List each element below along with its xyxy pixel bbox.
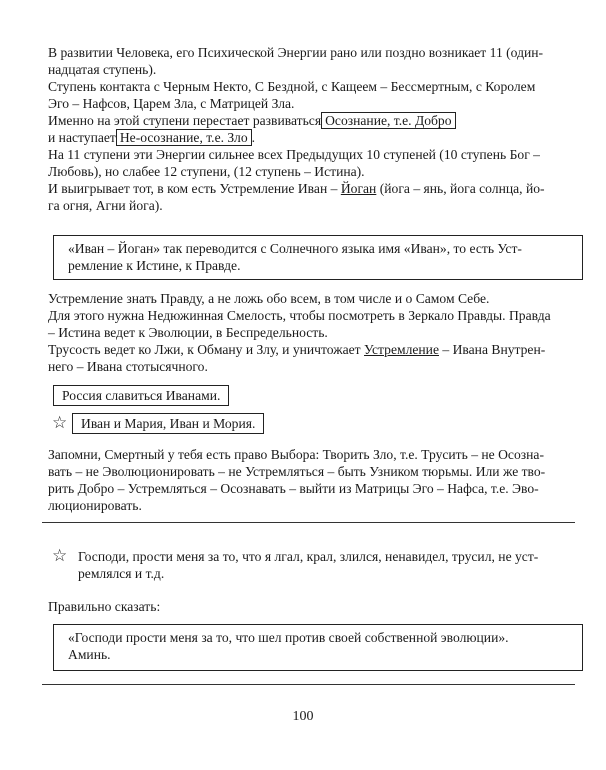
text-line: «Господи прости меня за то, что шел против своей собственной эволюции». (68, 630, 509, 645)
text-line (48, 341, 575, 358)
text-line: него – Ивана стотысячного. (48, 359, 208, 374)
text-line: Запомни, Смертный у тебя есть право Выбора: Творить Зло, т.е. Трусить – не Осозна- (48, 447, 544, 462)
underlined-term: Устремление (364, 342, 439, 357)
boxed-term-non-awareness: Не-осознание, т.е. Зло (116, 129, 252, 146)
star-outline-icon: ☆ (52, 413, 68, 433)
text-line: Ступень контакта с Черным Некто, С Бездной, с Кащеем – Бессмертным, с Королем (48, 79, 536, 94)
text-fragment: (йога – янь, йога солнца, йо- (376, 181, 545, 196)
text-line: ремлялся и т.д. (78, 566, 165, 581)
text-line: – Истина ведет к Эволюции, в Беспредельность. (48, 325, 328, 340)
paragraph-aspiration (48, 290, 575, 375)
text-fragment: . (251, 130, 256, 145)
text-line: Правильно сказать: (48, 599, 161, 614)
text-line: вать – не Эволюционировать – не Устремляться – быть Узником тюрьмы. Или же тво- (48, 464, 546, 479)
horizontal-rule (42, 522, 575, 523)
text-line (48, 180, 575, 197)
text-line: рить Добро – Устремляться – Осознавать – выйти из Матрицы Эго – Нафса, т.е. Эво- (48, 481, 539, 496)
paragraph-choice (48, 446, 575, 514)
star-outline-icon: ☆ (52, 546, 68, 566)
text-line: На 11 ступени эти Энергии сильнее всех Предыдущих 10 ступеней (10 ступень Бог – (48, 147, 540, 162)
text-line: ремление к Истине, к Правде. (68, 258, 241, 273)
prayer-text (78, 548, 575, 582)
box-russia: Россия славиться Иванами. (53, 385, 229, 406)
text-fragment: Именно на этой ступени перестает развиваться (48, 113, 322, 128)
text-fragment: и наступает (48, 130, 116, 145)
underlined-term: Йоган (340, 181, 377, 196)
page-number: 100 (292, 709, 314, 724)
box-ivan-maria: Иван и Мария, Иван и Мория. (72, 413, 264, 434)
text-line (48, 129, 575, 146)
text-line: Устремление знать Правду, а не ложь обо всем, в том числе и о Самом Себе. (48, 291, 490, 306)
text-line: га огня, Агни йога). (48, 198, 163, 213)
quote-box-ivan-yogan (53, 235, 583, 280)
text-line: Господи, прости меня за то, что я лгал, крал, злился, ненавидел, трусил, не уст- (78, 549, 539, 564)
text-line (48, 112, 575, 129)
text-line: «Иван – Йоган» так переводится с Солнечного языка имя «Иван», то есть Уст- (68, 241, 522, 256)
quote-box-prayer (53, 624, 583, 671)
text-fragment: И выигрывает тот, в ком есть Устремление Иван – (48, 181, 341, 196)
text-line: Эго – Нафсов, Царем Зла, с Матрицей Зла. (48, 96, 295, 111)
text-line: надцатая ступень). (48, 62, 157, 77)
text-fragment: Трусость ведет ко Лжи, к Обману и Злу, и уничтожает (48, 342, 365, 357)
boxed-term-awareness: Осознание, т.е. Добро (321, 112, 455, 129)
text-line: Любовь), но слабее 12 ступени, (12 ступень – Истина). (48, 164, 365, 179)
correct-phrase-label (48, 598, 575, 615)
text-line: В развитии Человека, его Психической Энергии рано или поздно возникает 11 (один- (48, 45, 544, 60)
paragraph-intro (48, 44, 575, 214)
text-fragment: – Ивана Внутрен- (439, 342, 546, 357)
horizontal-rule (42, 684, 575, 685)
text-line: люционировать. (48, 498, 142, 513)
text-line: Аминь. (68, 647, 111, 662)
text-line: Для этого нужна Недюжинная Смелость, чтобы посмотреть в Зеркало Правды. Правда (48, 308, 551, 323)
